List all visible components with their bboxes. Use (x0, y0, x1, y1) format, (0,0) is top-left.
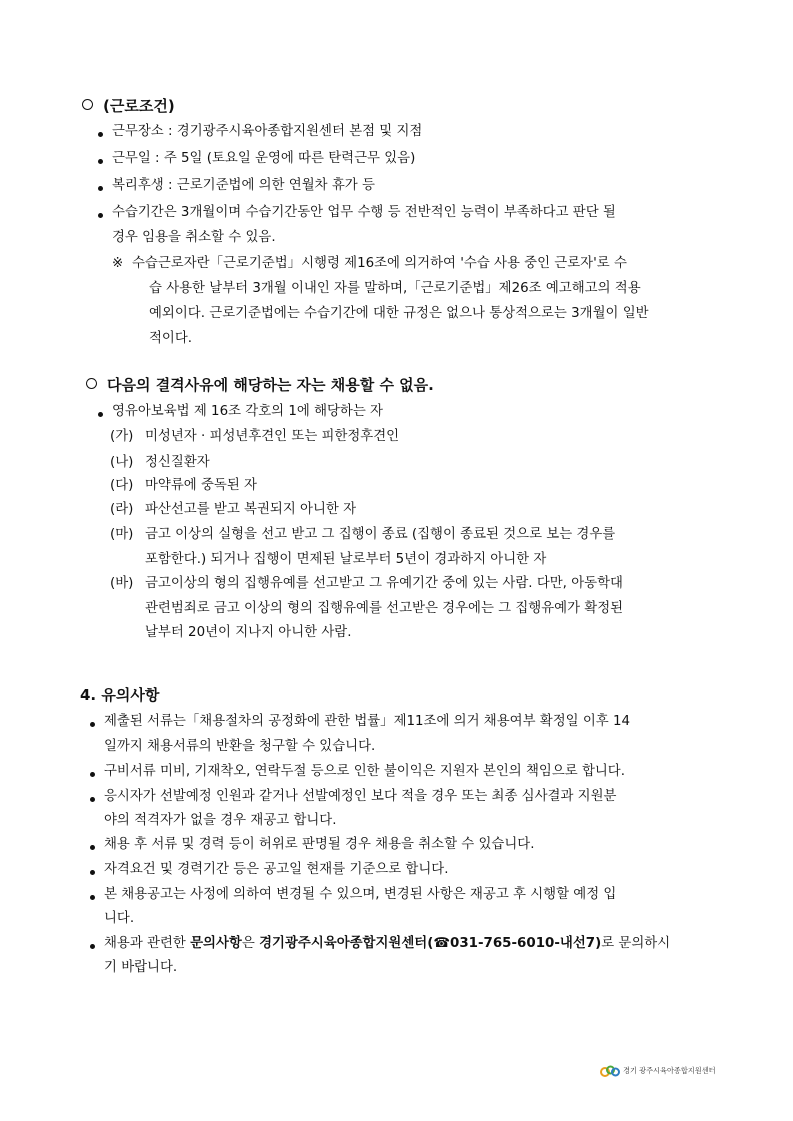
list-item-label: (가) (110, 429, 134, 444)
list-item: 날부터 20년이 지나지 아니한 사람. (145, 625, 352, 640)
disqualification-heading: 다음의 결격사유에 해당하는 자는 채용할 수 없음. (86, 375, 434, 395)
notes-heading: 4. 유의사항 (80, 686, 160, 704)
note-line: 습 사용한 날부터 3개월 이내인 자를 말하며,「근로기준법」제26조 예고해고의 적용 (149, 281, 641, 296)
welfare-item: 복리후생 : 근로기준법에 의한 연월차 휴가 등 (112, 178, 375, 193)
contact-item: 채용과 관련한 문의사항은 경기광주시육아종합지원센터(☎031-765-6010-내선7)로 문의하시 (104, 936, 671, 951)
contact-bold-label: 문의사항 (190, 936, 242, 951)
list-item: 마약류에 중독된 자 (145, 478, 257, 493)
bullet-icon (98, 132, 103, 137)
list-item: 관련범죄로 금고 이상의 형의 집행유예를 선고받은 경우에는 그 집행유예가 확정된 (145, 601, 624, 616)
notes-item: 응시자가 선발예정 인원과 같거나 선발예정인 보다 적을 경우 또는 최종 심사결과 지원분 (104, 789, 617, 804)
notes-item: 일까지 채용서류의 반환을 청구할 수 있습니다. (104, 739, 376, 754)
list-item: 정신질환자 (145, 455, 210, 470)
work-days-item: 근무일 : 주 5일 (토요일 운영에 따른 탄력근무 있음) (112, 151, 416, 166)
note-line: 예외이다. 근로기준법에는 수습기간에 대한 규정은 없으나 통상적으로는 3개월이 일반 (149, 306, 649, 321)
bullet-icon (90, 944, 95, 949)
circle-bullet-icon (82, 99, 93, 110)
list-item-label: (다) (110, 478, 134, 493)
list-item: 미성년자 · 피성년후견인 또는 피한정후견인 (145, 429, 400, 444)
notes-item: 본 채용공고는 사정에 의하여 변경될 수 있으며, 변경된 사항은 재공고 후 시행할 예정 입 (104, 887, 617, 902)
circle-bullet-icon (86, 378, 97, 389)
center-logo-icon (600, 1064, 620, 1078)
disqualification-intro: 영유아보육법 제 16조 각호의 1에 해당하는 자 (112, 404, 383, 419)
work-place-item: 근무장소 : 경기광주시육아종합지원센터 본점 및 지점 (112, 124, 423, 139)
bullet-icon (90, 772, 95, 777)
bullet-icon (98, 159, 103, 164)
list-item: 금고이상의 형의 집행유예를 선고받고 그 유예기간 중에 있는 사람. 다만, 아동학대 (145, 576, 623, 591)
bullet-icon (90, 845, 95, 850)
bullet-icon (98, 412, 103, 417)
bullet-icon (98, 186, 103, 191)
bullet-icon (90, 895, 95, 900)
notes-item: 제출된 서류는「채용절차의 공정화에 관한 법률」제11조에 의거 채용여부 확정일 이후 14 (104, 714, 631, 729)
notes-item: 니다. (104, 911, 135, 926)
probation-item-line1: 수습기간은 3개월이며 수습기간동안 업무 수행 등 전반적인 능력이 부족하다고 판단 될 (112, 205, 616, 220)
list-item: 금고 이상의 실형을 선고 받고 그 집행이 종료 (집행이 종료된 것으로 보는 경우를 (145, 527, 616, 542)
contact-center-phone: 경기광주시육아종합지원센터(☎031-765-6010-내선7) (259, 936, 602, 951)
notes-item: 야의 적격자가 없을 경우 재공고 합니다. (104, 813, 337, 828)
note-line: 수습근로자란「근로기준법」시행령 제16조에 의거하여 '수습 사용 중인 근로자'로 수 (132, 256, 627, 271)
bullet-icon (90, 722, 95, 727)
contact-item-line2: 기 바랍니다. (104, 960, 178, 975)
center-logo-text: 경기 광주시육아종합지원센터 (623, 1066, 716, 1075)
bullet-icon (98, 213, 103, 218)
list-item-label: (바) (110, 576, 134, 591)
bullet-icon (90, 870, 95, 875)
probation-item-line2: 경우 임용을 취소할 수 있음. (112, 230, 276, 245)
work-conditions-heading: (근로조건) (82, 96, 175, 116)
center-logo (600, 1064, 716, 1078)
bullet-icon (90, 797, 95, 802)
list-item: 파산선고를 받고 복권되지 아니한 자 (145, 502, 357, 517)
list-item: 포함한다.) 되거나 집행이 면제된 날로부터 5년이 경과하지 아니한 자 (145, 552, 547, 567)
note-mark: ※ (112, 256, 124, 271)
notes-item: 자격요건 및 경력기간 등은 공고일 현재를 기준으로 합니다. (104, 862, 449, 877)
notes-item: 구비서류 미비, 기재착오, 연락두절 등으로 인한 불이익은 지원자 본인의 책임으로 합니다. (104, 764, 626, 779)
note-line: 적이다. (149, 331, 193, 346)
list-item-label: (나) (110, 455, 134, 470)
notes-item: 채용 후 서류 및 경력 등이 허위로 판명될 경우 채용을 취소할 수 있습니다. (104, 837, 535, 852)
list-item-label: (라) (110, 502, 134, 517)
list-item-label: (마) (110, 527, 134, 542)
